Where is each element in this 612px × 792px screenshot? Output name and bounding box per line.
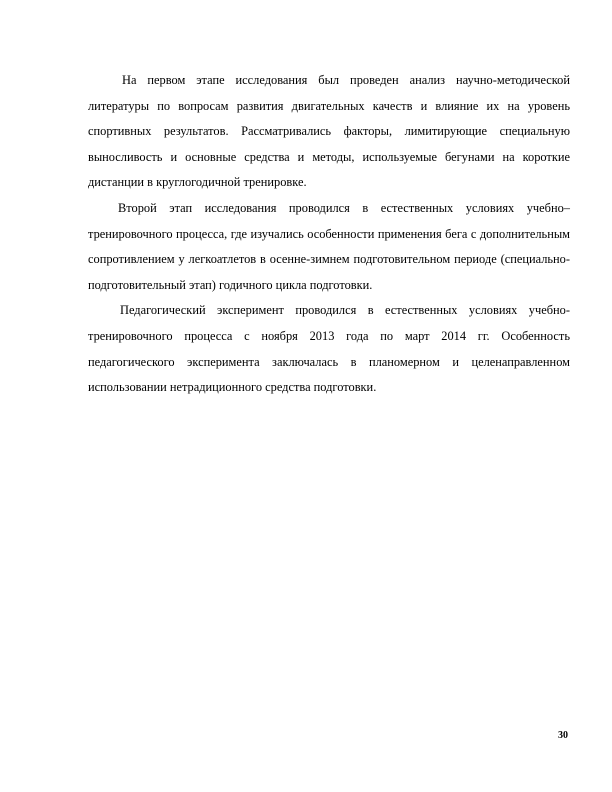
paragraph-experiment: Педагогический эксперимент проводился в естественных условиях учебно-тренировочного процесса с ноября 2013 года по март 2014 гг. Особенность педагогического эксперимента заключалась в планомерном и целенаправленном использовании нетрадиционного средства подготовки. bbox=[88, 303, 570, 395]
paragraph-first-stage: На первом этапе исследования был проведен анализ научно-методической литературы по вопросам развития двигательных качеств и влияние их на уровень спортивных результатов. Рассматривались факторы, лимитирующие специальную выносливость и основные средства и методы, используемые бегунами на короткие дистанции в круглогодичной тренировке. bbox=[88, 73, 570, 190]
paragraph-second-stage: Второй этап исследования проводился в естественных условиях учебно–тренировочного процесса, где изучались особенности применения бега с дополнительным сопротивлением у легкоатлетов в осенне-зимнем подготовительном периоде (специально-подготовительный этап) годичного цикла подготовки. bbox=[88, 200, 570, 292]
document-body bbox=[88, 68, 570, 401]
page-number: 30 bbox=[558, 730, 568, 741]
